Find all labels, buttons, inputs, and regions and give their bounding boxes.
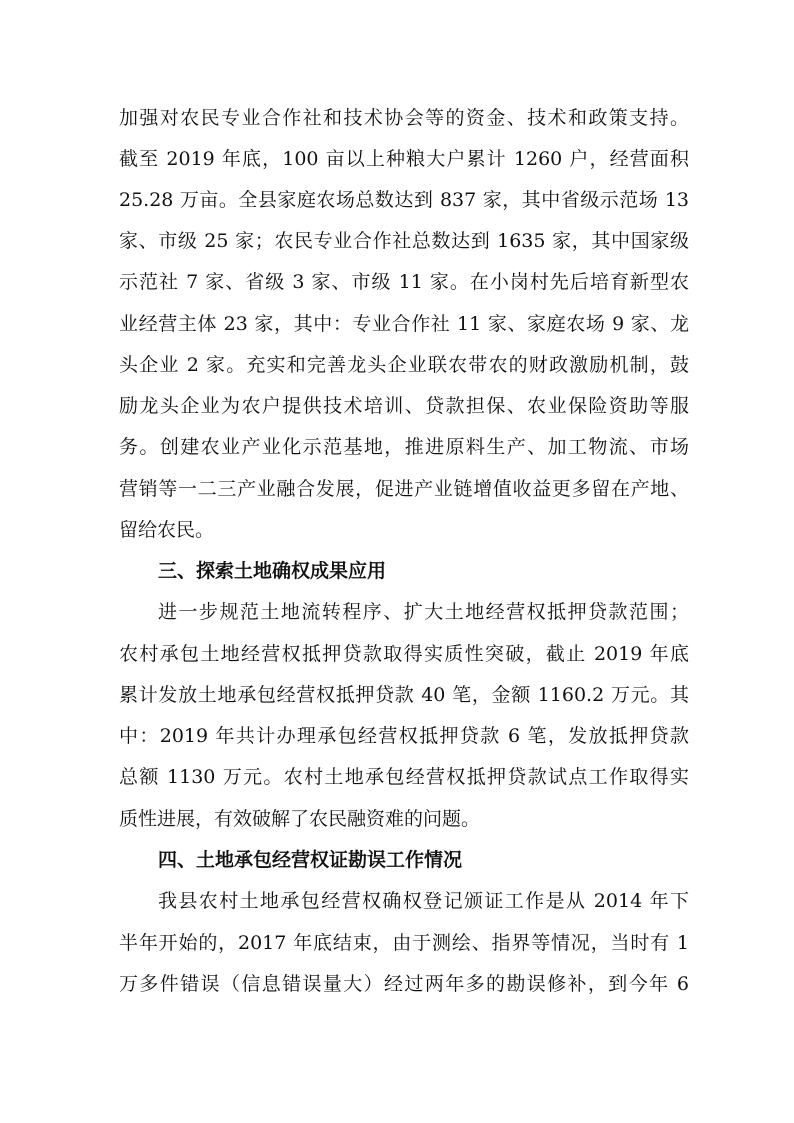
paragraph-line: 营销等一二三产业融合发展，促进产业链增值收益更多留在产地、 [119, 478, 689, 500]
section-heading-4: 四、土地承包经营权证勘误工作情况 [158, 849, 463, 871]
paragraph-line: 万多件错误（信息错误量大）经过两年多的勘误修补，到今年 6 [119, 973, 689, 995]
paragraph-line: 累计发放土地承包经营权抵押贷款 40 笔，金额 1160.2 万元。其 [119, 684, 689, 706]
paragraph-line: 业经营主体 23 家，其中：专业合作社 11 家、家庭农场 9 家、龙 [119, 313, 689, 335]
paragraph-line: 示范社 7 家、省级 3 家、市级 11 家。在小岗村先后培育新型农 [119, 271, 689, 293]
paragraph-line: 家、市级 25 家；农民专业合作社总数达到 1635 家，其中国家级 [119, 230, 689, 252]
paragraph-line: 农村承包土地经营权抵押贷款取得实质性突破，截止 2019 年底 [119, 643, 689, 665]
paragraph-line: 总额 1130 万元。农村土地承包经营权抵押贷款试点工作取得实 [119, 766, 689, 788]
paragraph-line: 中：2019 年共计办理承包经营权抵押贷款 6 笔，发放抵押贷款 [119, 725, 689, 747]
section-heading-3: 三、探索土地确权成果应用 [158, 560, 387, 582]
paragraph-line: 进一步规范土地流转程序、扩大土地经营权抵押贷款范围； [158, 601, 689, 623]
paragraph-line: 务。创建农业产业化示范基地，推进原料生产、加工物流、市场 [119, 436, 689, 458]
paragraph-line: 留给农民。 [119, 519, 215, 541]
paragraph-line: 半年开始的，2017 年底结束，由于测绘、指界等情况，当时有 1 [119, 932, 689, 954]
paragraph-line: 头企业 2 家。充实和完善龙头企业联农带农的财政激励机制，鼓 [119, 354, 689, 376]
paragraph-line: 质性进展，有效破解了农民融资难的问题。 [119, 808, 481, 830]
paragraph-line: 励龙头企业为农户提供技术培训、贷款担保、农业保险资助等服 [119, 395, 689, 417]
paragraph-line: 25.28 万亩。全县家庭农场总数达到 837 家，其中省级示范场 13 [119, 189, 689, 211]
paragraph-line: 截至 2019 年底，100 亩以上种粮大户累计 1260 户，经营面积 [119, 148, 689, 170]
paragraph-line: 加强对农民专业合作社和技术协会等的资金、技术和政策支持。 [119, 107, 689, 129]
paragraph-line: 我县农村土地承包经营权确权登记颁证工作是从 2014 年下 [158, 890, 689, 912]
